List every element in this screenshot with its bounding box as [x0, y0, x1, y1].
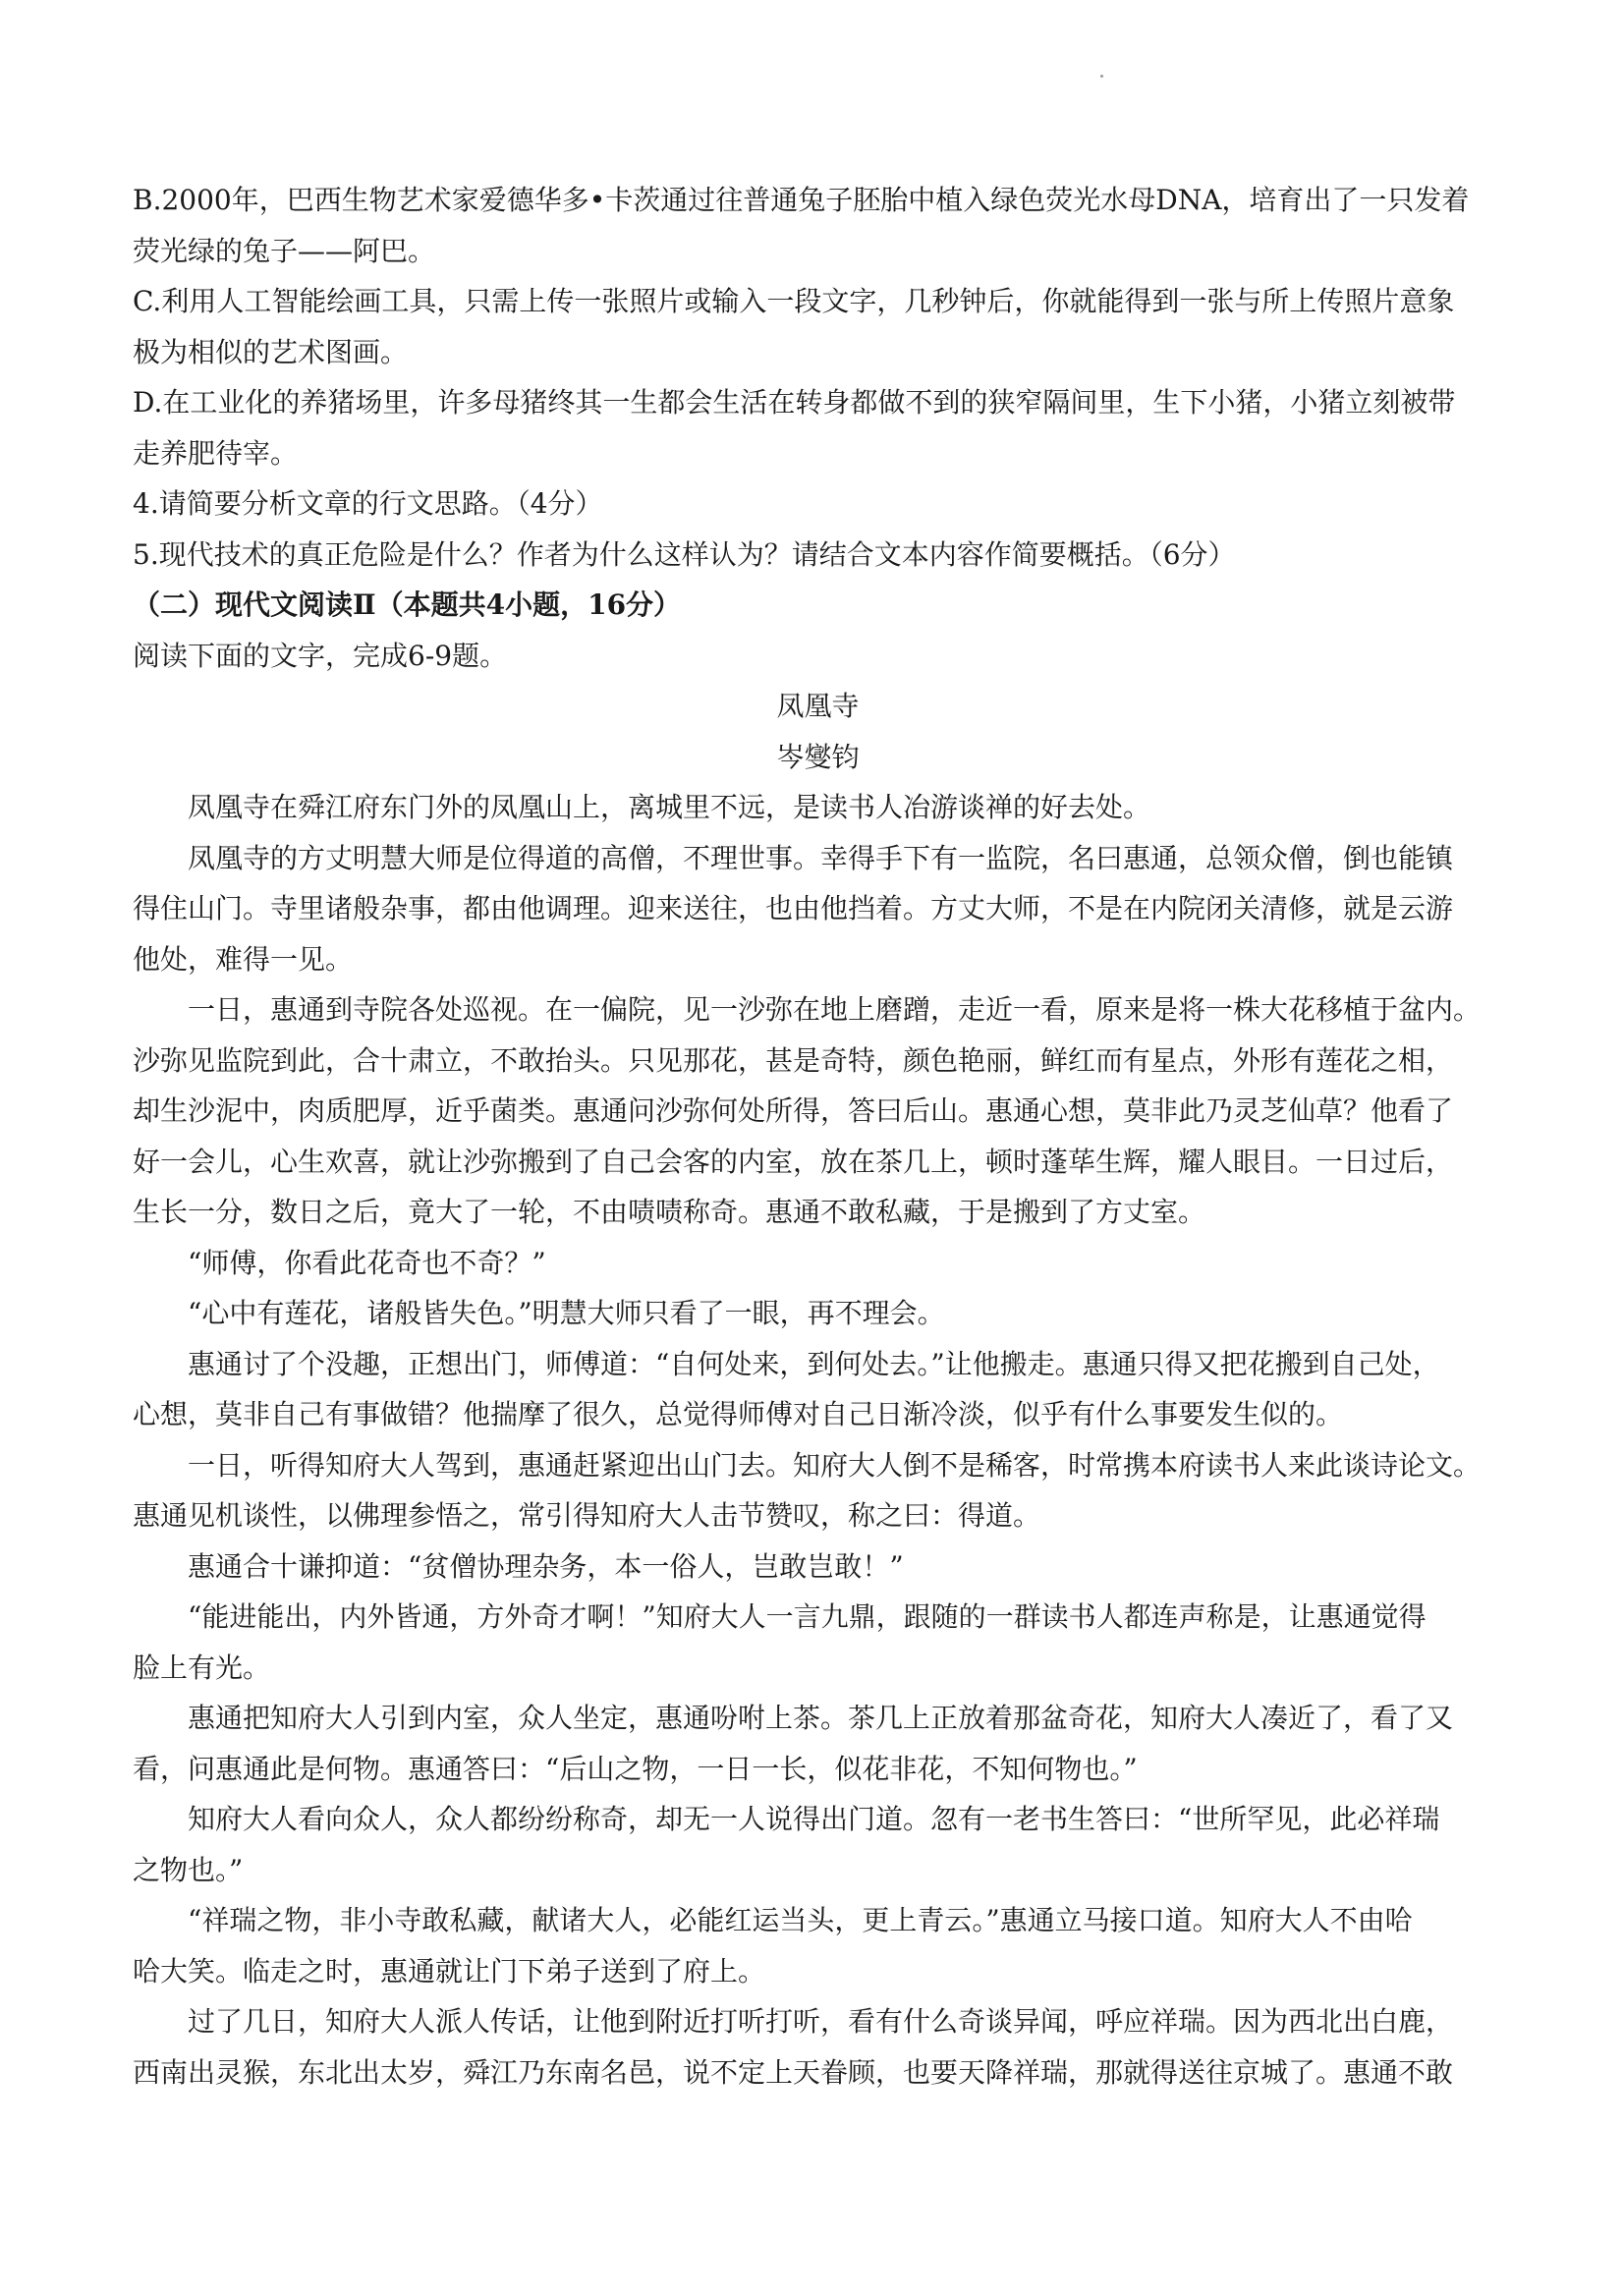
option-c-line-1: C.利用人工智能绘画工具，只需上传一张照片或输入一段文字，几秒钟后，你就能得到一张与所上传照片意象 [133, 285, 1455, 317]
paragraph-line: “能进能出，内外皆通，方外奇才啊！”知府大人一言九鼎，跟随的一群读书人都连声称是，让惠通觉得 [188, 1600, 1427, 1633]
paragraph-line: “祥瑞之物，非小寺敢私藏，献诸大人，必能红运当头，更上青云。”惠通立马接口道。知府大人不由哈 [188, 1904, 1413, 1936]
paragraph-line: 之物也。” [133, 1853, 244, 1886]
article-title: 凤凰寺 [776, 690, 860, 722]
paragraph-line: 西南出灵猴，东北出太岁，舜江乃东南名邑，说不定上天眷顾，也要天降祥瑞，那就得送往京城了。惠通不敢 [133, 2055, 1454, 2089]
document-page [133, 175, 1503, 2098]
paragraph-line: “师傅，你看此花奇也不奇？” [188, 1246, 546, 1279]
option-c-line-2: 极为相似的艺术图画。 [133, 335, 409, 368]
paragraph-line: 心想，莫非自己有事做错？他揣摩了很久，总觉得师傅对自己日渐冷淡，似乎有什么事要发生似的。 [133, 1398, 1344, 1430]
paragraph-line: 看，问惠通此是何物。惠通答曰：“后山之物，一日一长，似花非花，不知何物也。” [133, 1752, 1138, 1785]
paragraph-line: “心中有莲花，诸般皆失色。”明慧大师只看了一眼，再不理会。 [188, 1297, 945, 1329]
paragraph-line: 沙弥见监院到此，合十肃立，不敢抬头。只见那花，甚是奇特，颜色艳丽，鲜红而有星点，外形有莲花之相， [133, 1043, 1454, 1077]
paragraph-line: 生长一分，数日之后，竟大了一轮，不由啧啧称奇。惠通不敢私藏，于是搬到了方丈室。 [133, 1196, 1206, 1228]
paragraph-line: 凤凰寺在舜江府东门外的凤凰山上，离城里不远，是读书人冶游谈禅的好去处。 [188, 791, 1151, 823]
article-author: 岑燮钧 [776, 740, 860, 773]
section-heading: （二）现代文阅读Ⅱ（本题共4小题，16分） [133, 588, 682, 621]
option-b-line-2: 荧光绿的兔子——阿巴。 [133, 234, 436, 267]
paragraph-line: 惠通讨了个没趣，正想出门，师傅道：“自何处来，到何处去。”让他搬走。惠通只得又把花搬到自己处， [188, 1347, 1440, 1380]
paragraph-line: 凤凰寺的方丈明慧大师是位得道的高僧，不理世事。幸得手下有一监院，名曰惠通，总领众僧，倒也能镇 [188, 841, 1454, 874]
paragraph-line: 知府大人看向众人，众人都纷纷称奇，却无一人说得出门道。忽有一老书生答曰：“世所罕见，此必祥瑞 [188, 1803, 1440, 1835]
paragraph-line: 脸上有光。 [133, 1651, 271, 1684]
option-d-line-1: D.在工业化的养猪场里，许多母猪终其一生都会生活在转身都做不到的狭窄隔间里，生下小猪，小猪立刻被带 [133, 386, 1456, 419]
question-5: 5.现代技术的真正危险是什么？作者为什么这样认为？请结合文本内容作简要概括。（6分） [133, 537, 1236, 571]
paragraph-line: 惠通把知府大人引到内室，众人坐定，惠通吩咐上茶。茶几上正放着那盆奇花，知府大人凑近了，看了又 [188, 1702, 1454, 1734]
paragraph-line: 好一会儿，心生欢喜，就让沙弥搬到了自己会客的内室，放在茶几上，顿时蓬荜生辉，耀人眼目。一日过后， [133, 1145, 1454, 1178]
paragraph-line: 得住山门。寺里诸般杂事，都由他调理。迎来送往，也由他挡着。方丈大师，不是在内院闭关清修，就是云游 [133, 892, 1454, 924]
paragraph-line: 哈大笑。临走之时，惠通就让门下弟子送到了府上。 [133, 1954, 766, 1988]
paragraph-line: 一日，听得知府大人驾到，惠通赶紧迎出山门去。知府大人倒不是稀客，时常携本府读书人来此谈诗论文。 [188, 1448, 1482, 1482]
option-b-line-1: B.2000年，巴西生物艺术家爱德华多•卡茨通过往普通兔子胚胎中植入绿色荧光水母DNA，培育出了一只发着 [133, 184, 1470, 216]
paragraph-line: 惠通合十谦抑道：“贫僧协理杂务，本一俗人，岂敢岂敢！” [188, 1549, 904, 1583]
paragraph-line: 却生沙泥中，肉质肥厚，近乎菌类。惠通问沙弥何处所得，答曰后山。惠通心想，莫非此乃灵芝仙草？他看了 [133, 1094, 1454, 1127]
option-d-line-2: 走养肥待宰。 [133, 436, 299, 470]
paragraph-line: 过了几日，知府大人派人传话，让他到附近打听打听，看有什么奇谈异闻，呼应祥瑞。因为西北出白鹿， [188, 2005, 1454, 2038]
reading-instruction: 阅读下面的文字，完成6-9题。 [133, 639, 508, 672]
page-speck [1100, 75, 1103, 78]
paragraph-line: 一日，惠通到寺院各处巡视。在一偏院，见一沙弥在地上磨蹭，走近一看，原来是将一株大花移植于盆内。 [188, 993, 1482, 1026]
paragraph-line: 惠通见机谈性，以佛理参悟之，常引得知府大人击节赞叹，称之曰：得道。 [133, 1499, 1041, 1532]
question-4: 4.请简要分析文章的行文思路。（4分） [133, 487, 603, 520]
paragraph-line: 他处，难得一见。 [133, 942, 354, 976]
